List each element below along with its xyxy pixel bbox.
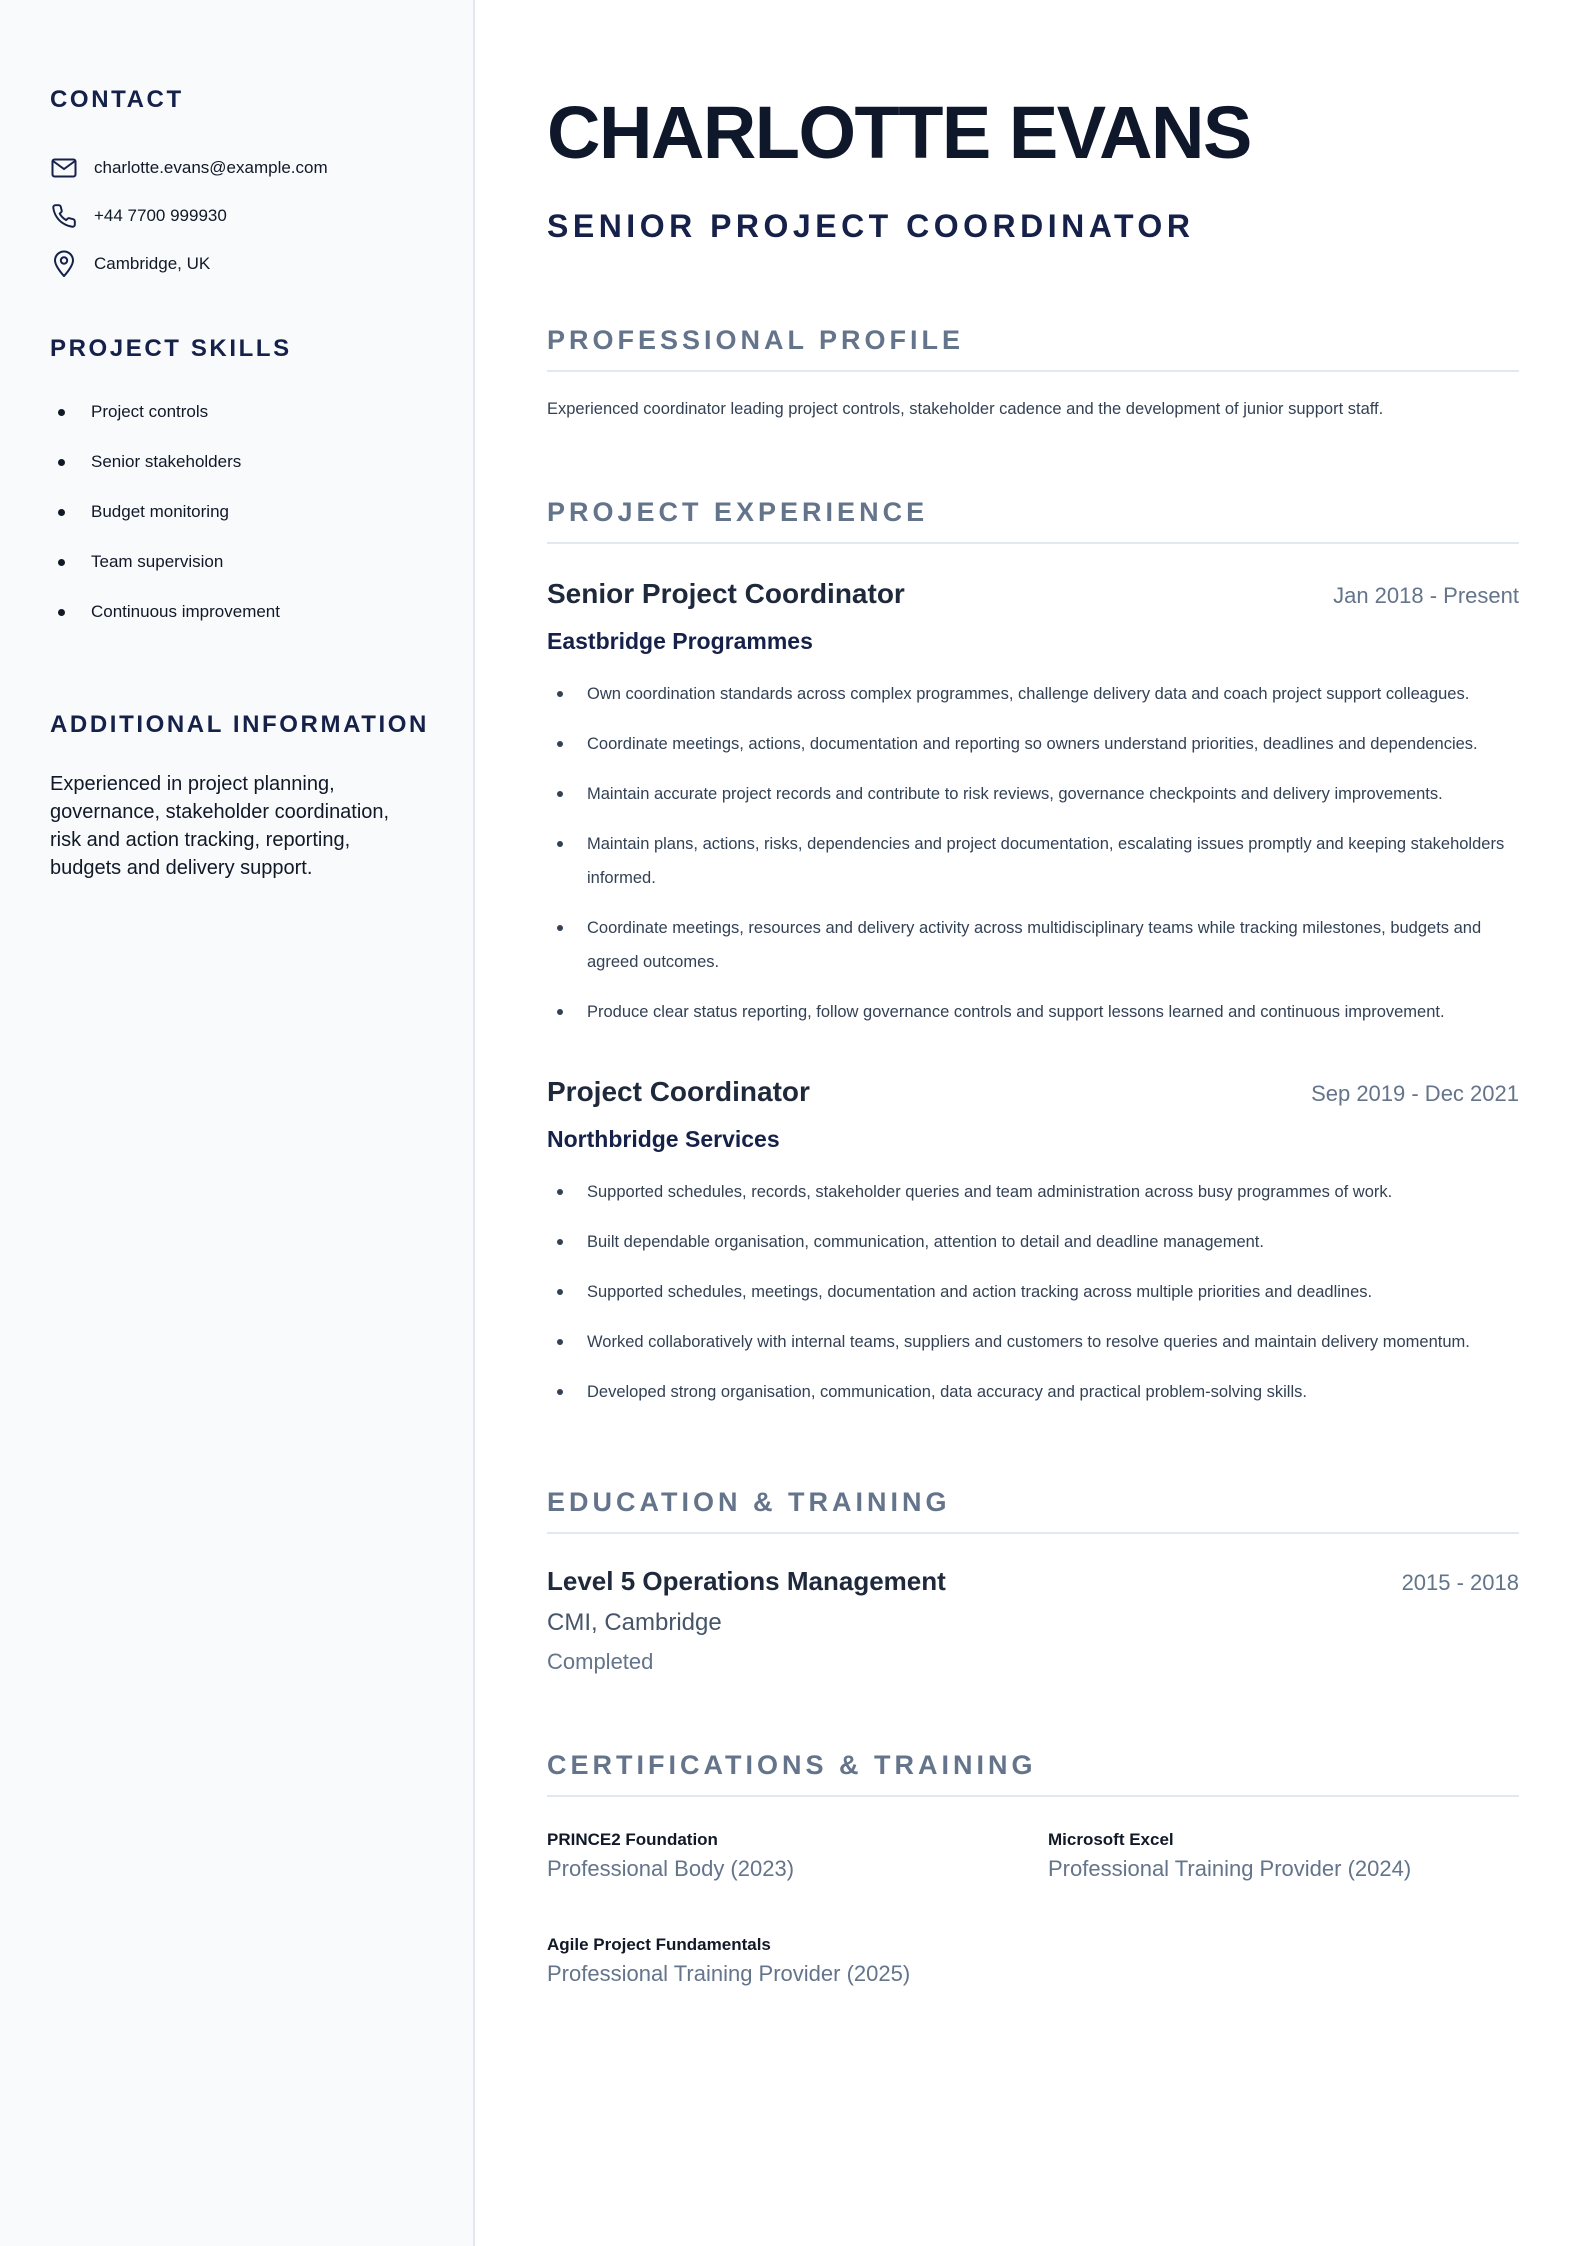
- job-date: Jan 2018 - Present: [1333, 583, 1519, 608]
- education-degree: Level 5 Operations Management: [547, 1566, 946, 1596]
- education-heading: EDUCATION & TRAINING: [547, 1487, 1519, 1534]
- list-item: Own coordination standards across complex programmes, challenge delivery data and coach project support colleagues.: [547, 677, 1519, 711]
- list-item: [50, 587, 430, 637]
- certification-detail: Professional Body (2023): [547, 1856, 795, 1881]
- list-item: [50, 537, 430, 587]
- certification-detail: Professional Training Provider (2025): [547, 1961, 911, 1986]
- job-organisation: Northbridge Services: [547, 1126, 780, 1152]
- profile-heading: PROFESSIONAL PROFILE: [547, 325, 1519, 372]
- contact-heading: CONTACT: [50, 86, 184, 113]
- certification-item: [547, 1935, 1027, 1987]
- certification-name: Microsoft Excel: [1048, 1830, 1174, 1849]
- list-item: Worked collaboratively with internal teams, suppliers and customers to resolve queries and maintain delivery momentum.: [547, 1325, 1519, 1359]
- job-entry: [547, 578, 1519, 1045]
- skill-label: Team supervision: [91, 552, 224, 571]
- certification-name: PRINCE2 Foundation: [547, 1830, 718, 1849]
- candidate-name: CHARLOTTE EVANS: [547, 91, 1251, 174]
- education-status: Completed: [547, 1649, 654, 1674]
- list-item: Maintain accurate project records and contribute to risk reviews, governance checkpoints and delivery improvements.: [547, 777, 1519, 811]
- list-item: Developed strong organisation, communication, data accuracy and practical problem-solving skills.: [547, 1375, 1519, 1409]
- certification-detail: Professional Training Provider (2024): [1048, 1856, 1412, 1881]
- mail-icon: [50, 154, 78, 182]
- certification-item: [1048, 1830, 1528, 1882]
- education-date: 2015 - 2018: [1401, 1570, 1519, 1595]
- contact-list: [50, 144, 430, 288]
- list-item: Supported schedules, records, stakeholder queries and team administration across busy programmes of work.: [547, 1175, 1519, 1209]
- job-entry: [547, 1076, 1519, 1425]
- list-item: Maintain plans, actions, risks, dependencies and project documentation, escalating issues promptly and keeping stakeholders informed.: [547, 827, 1519, 895]
- contact-phone: [50, 192, 430, 240]
- skills-heading: PROJECT SKILLS: [50, 335, 292, 362]
- contact-email-text: charlotte.evans@example.com: [94, 158, 328, 177]
- contact-phone-text: +44 7700 999930: [94, 206, 227, 225]
- list-item: Coordinate meetings, actions, documentation and reporting so owners understand priorities, deadlines and dependencies.: [547, 727, 1519, 761]
- job-bullets: [547, 1175, 1519, 1409]
- list-item: Built dependable organisation, communication, attention to detail and deadline management.: [547, 1225, 1519, 1259]
- education-entry: [547, 1566, 1519, 1675]
- skill-label: Senior stakeholders: [91, 452, 242, 471]
- skill-label: Continuous improvement: [91, 602, 280, 621]
- experience-heading: PROJECT EXPERIENCE: [547, 497, 1519, 544]
- sidebar: [0, 0, 475, 2246]
- job-title: Senior Project Coordinator: [547, 578, 905, 609]
- list-item: Coordinate meetings, resources and delivery activity across multidisciplinary teams while tracking milestones, budgets and agreed outcomes.: [547, 911, 1519, 979]
- phone-icon: [50, 202, 78, 230]
- additional-info-heading: ADDITIONAL INFORMATION: [50, 711, 429, 738]
- job-title: Project Coordinator: [547, 1076, 810, 1107]
- contact-email: [50, 144, 430, 192]
- location-pin-icon: [50, 250, 78, 278]
- education-institution: CMI, Cambridge: [547, 1609, 722, 1636]
- list-item: Produce clear status reporting, follow governance controls and support lessons learned and continuous improvement.: [547, 995, 1519, 1029]
- additional-info-text: Experienced in project planning, governance, stakeholder coordination, risk and action tracking, reporting, budgets and delivery support.: [50, 773, 390, 879]
- certification-name: Agile Project Fundamentals: [547, 1935, 771, 1954]
- job-date: Sep 2019 - Dec 2021: [1311, 1081, 1519, 1106]
- skill-label: Budget monitoring: [91, 502, 229, 521]
- list-item: [50, 387, 430, 437]
- job-bullets: [547, 677, 1519, 1029]
- contact-location-text: Cambridge, UK: [94, 254, 211, 273]
- list-item: [50, 487, 430, 537]
- job-organisation: Eastbridge Programmes: [547, 628, 813, 654]
- main-content: [477, 0, 1588, 2246]
- skills-list: [50, 387, 430, 637]
- candidate-role: SENIOR PROJECT COORDINATOR: [547, 208, 1195, 244]
- profile-text: Experienced coordinator leading project controls, stakeholder cadence and the development of junior support staff.: [547, 400, 1384, 418]
- certifications-heading: CERTIFICATIONS & TRAINING: [547, 1750, 1519, 1797]
- contact-location: [50, 240, 430, 288]
- skill-label: Project controls: [91, 402, 209, 421]
- list-item: [50, 437, 430, 487]
- list-item: Supported schedules, meetings, documentation and action tracking across multiple priorities and deadlines.: [547, 1275, 1519, 1309]
- certification-item: [547, 1830, 1027, 1882]
